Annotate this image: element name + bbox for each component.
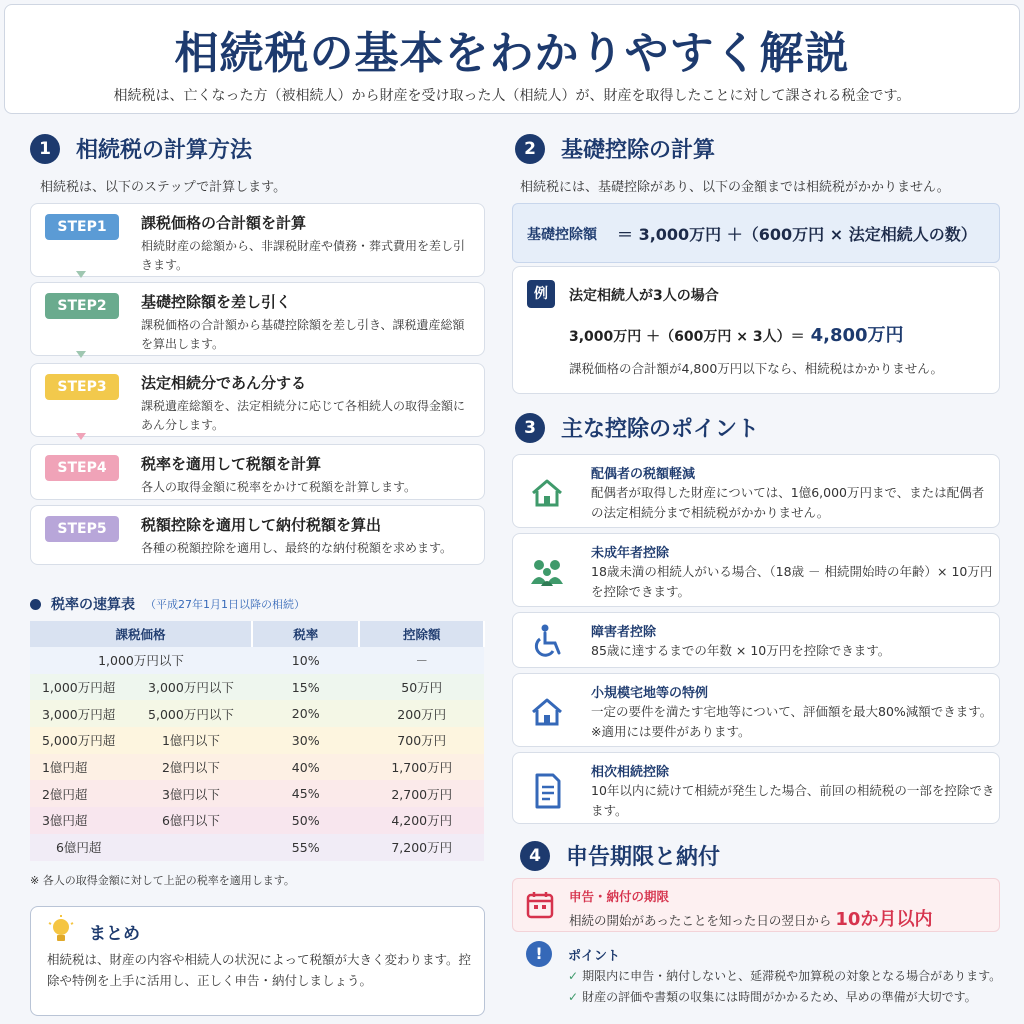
table-row xyxy=(30,834,484,861)
step-title: 基礎控除額を差し引く xyxy=(141,293,292,311)
deduction-title: 配偶者の税額軽減 xyxy=(591,467,696,482)
deduction-amount-cell: － xyxy=(415,653,428,669)
price-range-cell xyxy=(30,727,252,754)
step-desc: 各人の取得金額に税率をかけて税額を計算します。 xyxy=(141,480,417,494)
range-from: 3億円超 xyxy=(41,813,88,829)
calendar-icon xyxy=(525,890,555,920)
example-result: 4,800万円 xyxy=(810,325,904,346)
point-title: ポイント xyxy=(568,949,621,964)
step-card xyxy=(30,203,485,277)
section-1-intro: 相続税は、以下のステップで計算します。 xyxy=(40,180,287,195)
step-badge: STEP4 xyxy=(45,455,119,481)
example-title: 法定相続人が3人の場合 xyxy=(569,288,719,304)
rate-cell: 15% xyxy=(291,679,320,695)
price-range-cell xyxy=(30,700,252,727)
section-title: 基礎控除の計算 xyxy=(561,138,716,163)
rate-table-header xyxy=(30,594,305,614)
step-desc: 課税遺産総額を、法定相続分に応じて各相続人の取得金額にあん分します。 xyxy=(141,399,466,432)
example-badge: 例 xyxy=(527,280,555,308)
table-header: 控除額 xyxy=(359,621,484,647)
deadline-box xyxy=(512,878,1000,932)
deadline-title: 申告・納付の期限 xyxy=(569,889,670,904)
section-title: 相続税の計算方法 xyxy=(76,138,253,163)
range-to: 3億円以下 xyxy=(161,786,220,802)
step-card xyxy=(30,282,485,356)
check-icon: ✓ xyxy=(568,990,579,1004)
family-icon xyxy=(527,552,567,592)
example-calc-row xyxy=(569,321,904,347)
step-arrow-icon xyxy=(76,433,86,440)
deduction-card xyxy=(512,454,1000,528)
deduction-amount-cell: 7,200万円 xyxy=(391,840,453,856)
deduction-amount-cell: 700万円 xyxy=(397,733,447,749)
price-range-cell xyxy=(30,834,252,861)
step-title: 課税価格の合計額を計算 xyxy=(141,214,307,232)
house-heart-icon xyxy=(527,473,567,513)
deduction-desc: 18歳未満の相続人がいる場合、（18歳 － 相続開始時の年齢）× 10万円を控除できます。 xyxy=(591,564,993,599)
price-range-cell xyxy=(30,647,252,674)
step-arrow-icon xyxy=(76,351,86,358)
deduction-desc: 配偶者が取得した財産については、1億6,000万円まで、または配偶者の法定相続分まで相続税がかかりません。 xyxy=(591,485,985,520)
summary-title: まとめ xyxy=(89,924,140,944)
rate-table-note: （平成27年1月1日以降の相続） xyxy=(145,598,305,611)
formula-box xyxy=(512,203,1000,263)
section-number: 3 xyxy=(515,413,545,443)
step-desc: 各種の税額控除を適用し、最終的な納付税額を求めます。 xyxy=(141,541,453,555)
deduction-amount-cell: 2,700万円 xyxy=(391,786,453,802)
range-to: 1億円以下 xyxy=(161,733,220,749)
step-title: 税率を適用して税額を計算 xyxy=(141,455,322,473)
rate-table xyxy=(30,621,485,861)
price-range-cell xyxy=(30,807,252,834)
deduction-card xyxy=(512,752,1000,824)
deduction-card xyxy=(512,533,1000,607)
deadline-text: 相続の開始があったことを知った日の翌日から xyxy=(569,913,832,928)
deduction-amount-cell: 200万円 xyxy=(397,706,447,722)
step-badge: STEP3 xyxy=(45,374,119,400)
range-from: 6億円超 xyxy=(55,840,102,856)
page-header xyxy=(4,4,1020,114)
table-header: 課税価格 xyxy=(30,621,252,647)
section-title: 主な控除のポイント xyxy=(561,417,760,442)
range-from: 1,000万円以下 xyxy=(98,653,184,669)
step-badge: STEP5 xyxy=(45,516,119,542)
rate-table-title: 税率の速算表 xyxy=(51,597,135,613)
document-icon xyxy=(527,771,567,811)
section-2-header xyxy=(515,133,715,164)
table-row xyxy=(30,780,484,807)
point-item: ✓ 期限内に申告・納付しないと、延滞税や加算税の対象となる場合があります。 xyxy=(568,969,1002,983)
range-from: 3,000万円超 xyxy=(41,706,116,722)
deadline-row xyxy=(569,905,932,931)
range-from: 1億円超 xyxy=(41,760,88,776)
deduction-amount-cell: 50万円 xyxy=(401,680,443,696)
step-desc: 課税価格の合計額から基礎控除額を差し引き、課税遺産総額を算出します。 xyxy=(141,318,465,351)
deadline-value: 10か月以内 xyxy=(835,909,933,930)
table-row xyxy=(30,700,484,727)
wheelchair-icon xyxy=(527,621,567,661)
price-range-cell xyxy=(30,780,252,807)
section-3-header xyxy=(515,412,759,443)
table-row xyxy=(30,754,484,781)
formula-label: 基礎控除額 xyxy=(527,227,597,243)
range-to: 2億円以下 xyxy=(161,760,220,776)
range-from: 5,000万円超 xyxy=(41,733,116,749)
deduction-card xyxy=(512,673,1000,747)
step-title: 税額控除を適用して納付税額を算出 xyxy=(141,516,382,534)
deduction-title: 未成年者控除 xyxy=(591,546,670,561)
deduction-title: 小規模宅地等の特例 xyxy=(591,686,709,701)
table-row xyxy=(30,647,484,674)
check-icon: ✓ xyxy=(568,969,579,983)
section-number: 2 xyxy=(515,134,545,164)
point-item: ✓ 財産の評価や書類の収集には時間がかかるため、早めの準備が大切です。 xyxy=(568,990,977,1004)
deduction-desc: 10年以内に続けて相続が発生した場合、前回の相続税の一部を控除できます。 xyxy=(591,783,995,818)
summary-card xyxy=(30,906,485,1016)
summary-text: 相続税は、財産の内容や相続人の状況によって税額が大きく変わります。控除や特例を上手に活用し、正しく申告・納付しましょう。 xyxy=(47,952,472,988)
section-2-intro: 相続税には、基礎控除があり、以下の金額までは相続税がかかりません。 xyxy=(520,180,950,195)
price-range-cell xyxy=(30,754,252,781)
deduction-amount-cell: 1,700万円 xyxy=(391,760,453,776)
rate-cell: 30% xyxy=(291,732,320,748)
bullet-icon xyxy=(30,599,41,610)
step-card xyxy=(30,363,485,437)
deduction-desc: 85歳に達するまでの年数 × 10万円を控除できます。 xyxy=(591,643,891,658)
table-header: 税率 xyxy=(252,621,360,647)
example-calc: 3,000万円 ＋（600万円 × 3人）＝ xyxy=(569,329,805,345)
section-number: 1 xyxy=(30,134,60,164)
rate-cell: 40% xyxy=(291,759,320,775)
range-to: 5,000万円以下 xyxy=(148,706,234,722)
step-card xyxy=(30,444,485,500)
deduction-card xyxy=(512,612,1000,668)
page-title: 相続税の基本をわかりやすく解説 xyxy=(174,28,850,79)
section-number: 4 xyxy=(520,841,550,871)
example-note: 課税価格の合計額が4,800万円以下なら、相続税はかかりません。 xyxy=(569,361,944,376)
price-range-cell xyxy=(30,674,252,701)
formula-text: ＝ 3,000万円 ＋（600万円 × 法定相続人の数） xyxy=(617,225,977,244)
deduction-desc: 一定の要件を満たす宅地等について、評価額を最大80%減額できます。※適用には要件があります。 xyxy=(591,704,993,739)
rate-cell: 50% xyxy=(291,812,320,828)
rate-cell: 45% xyxy=(291,786,320,802)
step-badge: STEP2 xyxy=(45,293,119,319)
rate-cell: 55% xyxy=(291,839,320,855)
section-4-header xyxy=(520,840,720,871)
table-row xyxy=(30,674,484,701)
alert-icon: ! xyxy=(526,941,552,967)
point-list xyxy=(568,966,1001,1008)
range-from: 1,000万円超 xyxy=(41,680,116,696)
rate-cell: 20% xyxy=(291,706,320,722)
table-row xyxy=(30,727,484,754)
section-1-header xyxy=(30,133,252,164)
rate-cell: 10% xyxy=(291,652,320,668)
range-to: 3,000万円以下 xyxy=(148,680,234,696)
rate-table-footnote: ※ 各人の取得金額に対して上記の税率を適用します。 xyxy=(30,874,295,887)
range-from: 2億円超 xyxy=(41,786,88,802)
house-icon xyxy=(527,692,567,732)
deduction-title: 相次相続控除 xyxy=(591,765,670,780)
step-arrow-icon xyxy=(76,271,86,278)
deduction-title: 障害者控除 xyxy=(591,625,657,640)
table-row xyxy=(30,807,484,834)
step-card xyxy=(30,505,485,565)
step-badge: STEP1 xyxy=(45,214,119,240)
deduction-amount-cell: 4,200万円 xyxy=(391,813,453,829)
step-desc: 相続財産の総額から、非課税財産や債務・葬式費用を差し引きます。 xyxy=(141,239,466,272)
step-title: 法定相続分であん分する xyxy=(141,374,307,392)
page-subtitle: 相続税は、亡くなった方（被相続人）から財産を受け取った人（相続人）が、財産を取得したことに対して課される税金です。 xyxy=(113,88,911,104)
range-to: 6億円以下 xyxy=(161,813,220,829)
lightbulb-icon xyxy=(47,915,75,947)
example-card xyxy=(512,266,1000,394)
section-title: 申告期限と納付 xyxy=(566,845,721,870)
